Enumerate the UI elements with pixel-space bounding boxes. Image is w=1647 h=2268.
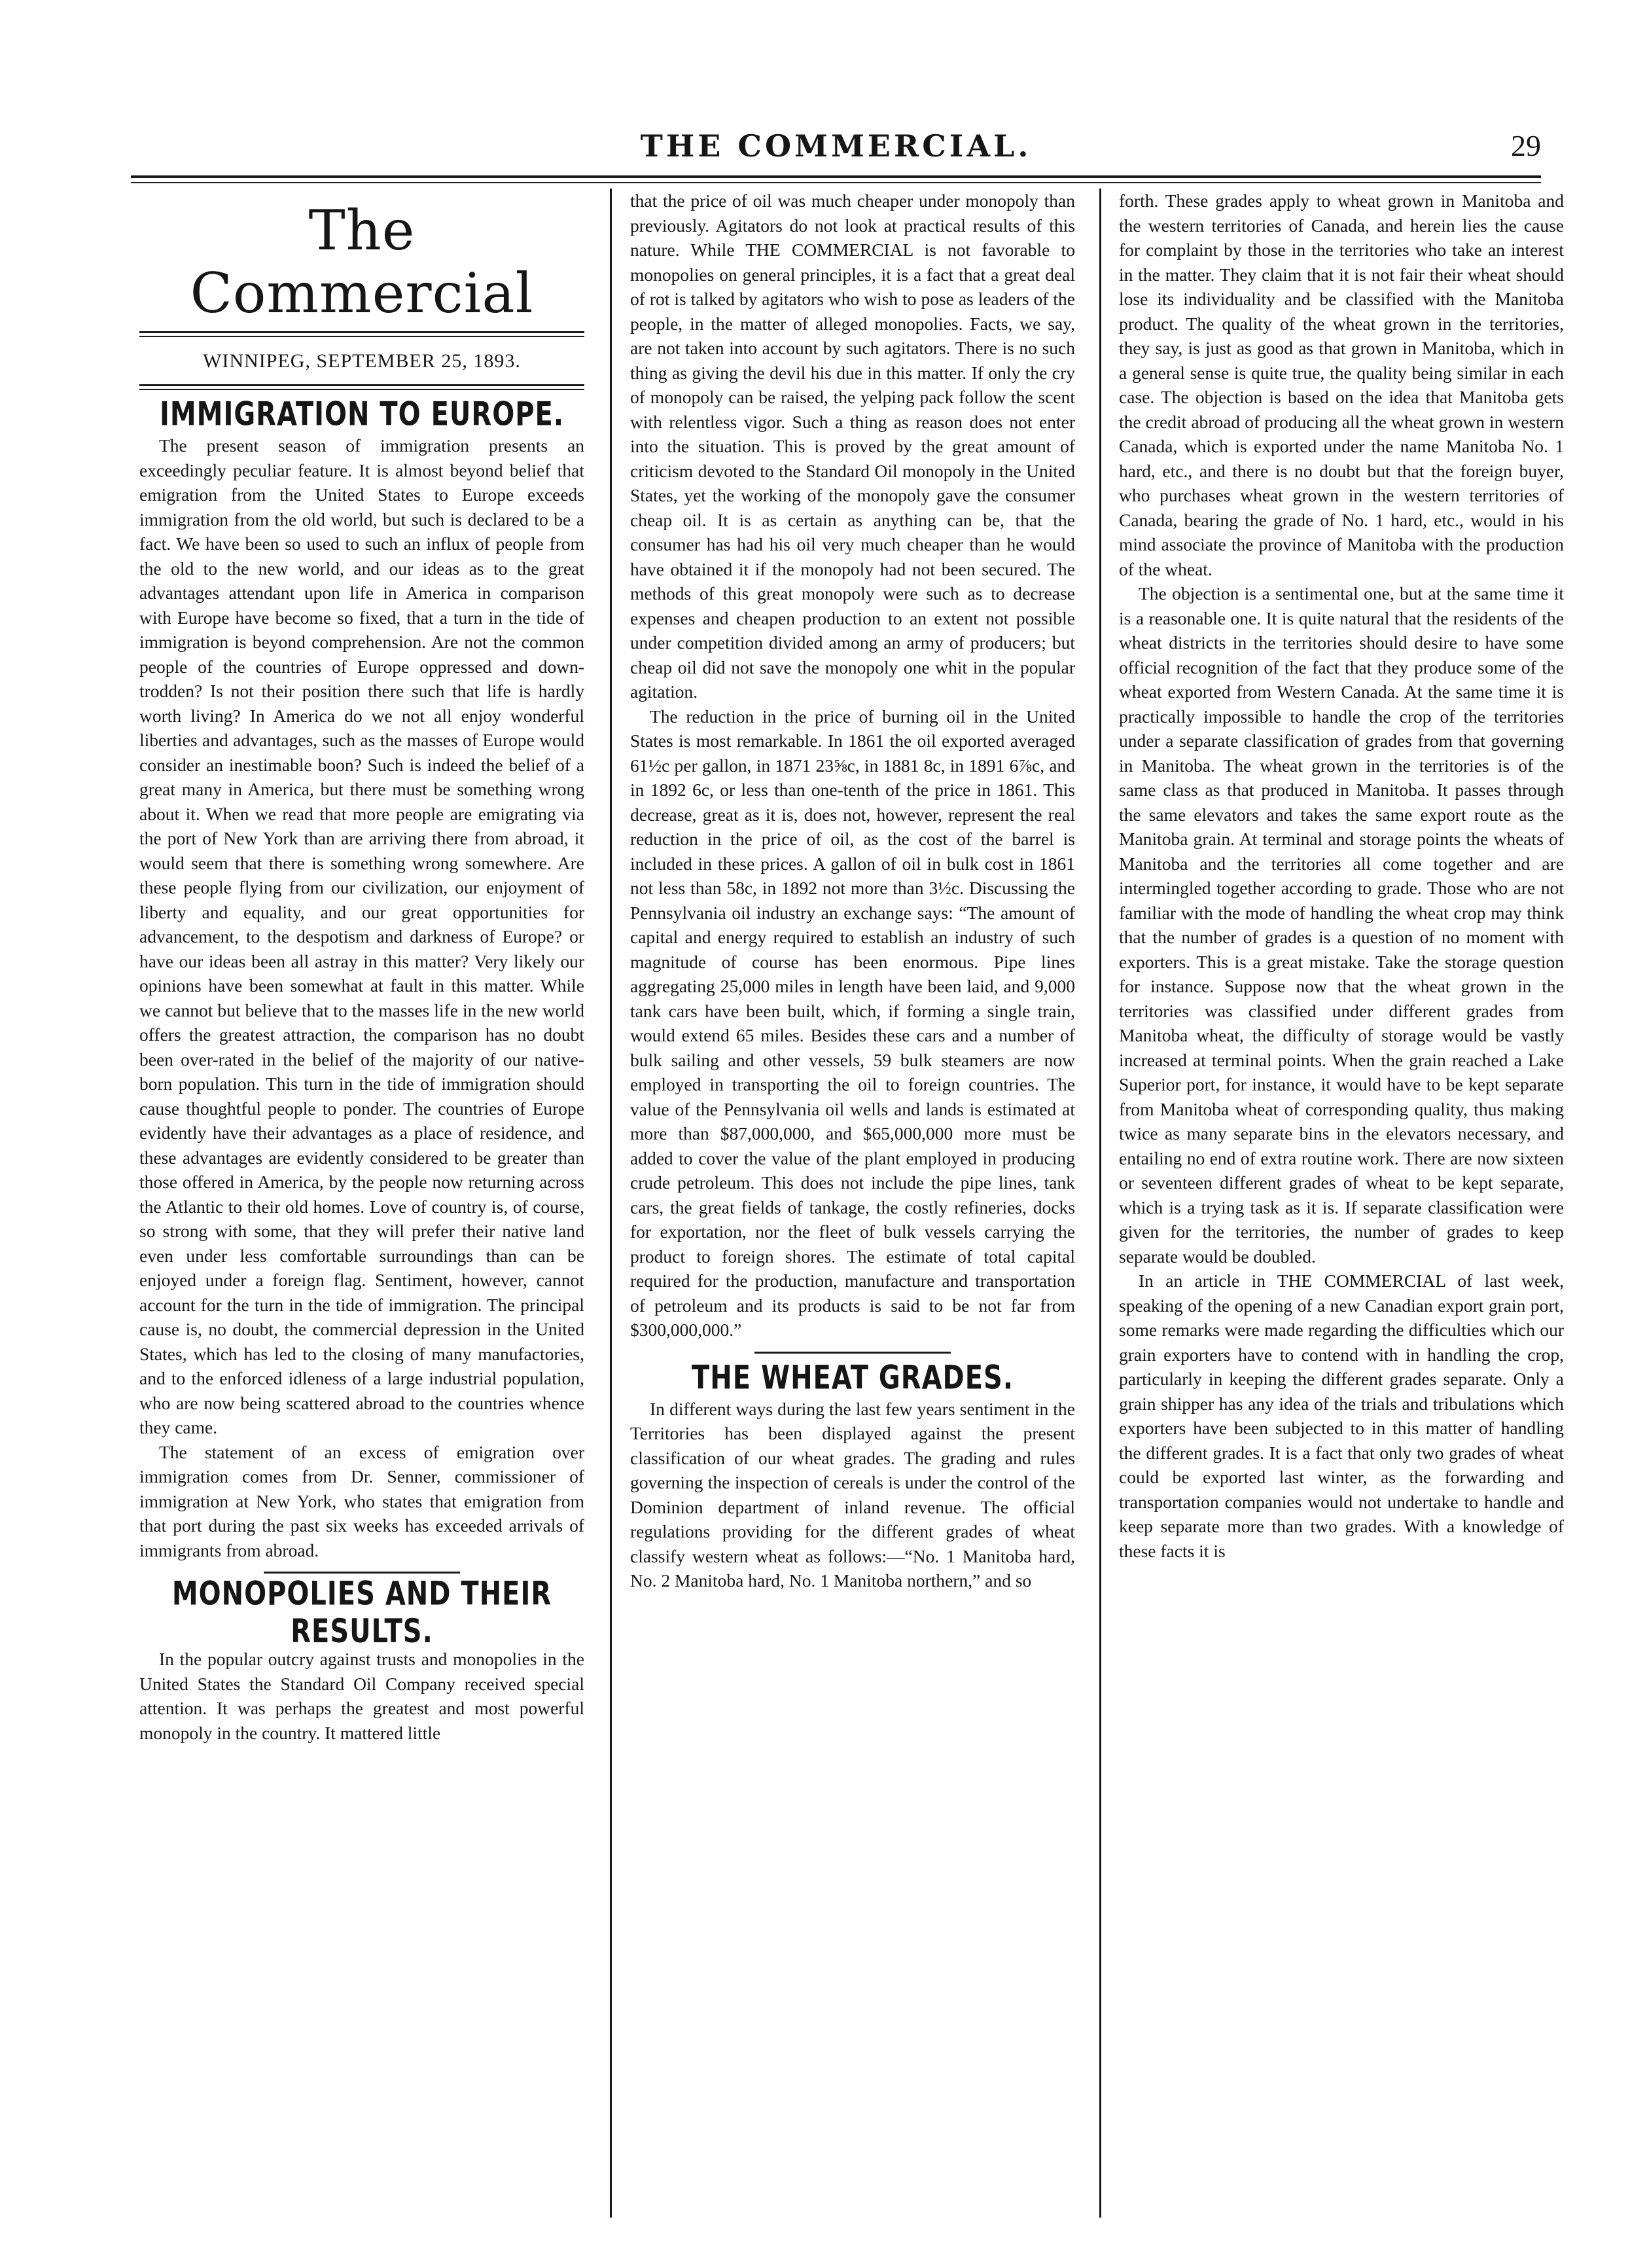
article-wheat-grades-part-2	[1119, 189, 1564, 1563]
article-separator-rule	[754, 1352, 951, 1354]
running-header-title: THE COMMERCIAL.	[640, 128, 1032, 164]
masthead	[139, 199, 584, 390]
article-paragraph-continued: that the price of oil was much cheaper under monopoly than previously. Agitators do not look at practical results of this nature. While THE COMMERCIAL is not favorable to monopolies on general principles, it is a fact that a great deal of rot is talked by agitators who wish to pose as leaders of the people, in the matter of alleged monopolies. Facts, we say, are not taken into account by such agitators. There is no such thing as giving the devil his due in this matter. If only the cry of monopoly can be raised, the yelping pack follow the scent with relentless vigor. Such a thing as reason does not enter into the situation. This is proved by the great amount of criticism devoted to the Standard Oil monopoly in the United States, yet the working of the monopoly gave the consumer cheap oil. It is as certain as anything can be, that the consumer has had his oil very much cheaper than he would have obtained it if the monopoly had not been secured. The methods of this great monopoly were such as to decrease expenses and cheapen production to an extent not possible under competition divided among an army of producers; but cheap oil did not save the monopoly one whit in the popular agitation.	[630, 190, 1075, 702]
article-monopolies-part-2	[630, 189, 1075, 1342]
article-paragraph: The statement of an excess of emigration over immigration comes from Dr. Senner, commissioner of immigration at New York, who states that emigration from that port during the past six weeks has exceeded arrivals of immigrants from abroad.	[139, 1441, 584, 1560]
article-heading: IMMIGRATION TO EUROPE.	[159, 395, 565, 433]
article-monopolies-part-1	[139, 1575, 584, 1745]
article-paragraph-part-1: In the popular outcry against trusts and monopolies in the United States the Standard Oil Company received special attention. It was perhaps the greatest and most powerful monopoly in the country. It mattered little	[139, 1649, 584, 1743]
column-divider-left	[610, 189, 612, 2218]
article-paragraph-part-1: In different ways during the last few years sentiment in the Territories has been displayed against the present classification of our wheat grades. The grading and rules governing the inspection of cereals is under the control of the Dominion department of inland revenue. The official regulations providing for the different grades of wheat classify western wheat as follows:—“No. 1 Manitoba hard, No. 2 Manitoba hard, No. 1 Manitoba northern,” and so	[630, 1398, 1075, 1591]
header-rule-thick	[131, 175, 1541, 178]
article-separator-rule	[264, 1572, 460, 1574]
masthead-rule-top	[139, 331, 584, 333]
article-paragraph: The present season of immigration presents an exceedingly peculiar feature. It is almost beyond belief that emigration from the United States to Europe exceeds immigration from the old world, but such is declared to be a fact. We have been so used to such an influx of people from the old to the new world, and our ideas as to the great advantages attendant upon life in America in comparison with Europe have become so fixed, that a turn in the tide of immigration is beyond comprehension. Are not the common people of the countries of Europe oppressed and down-trodden? Is not their position there such that life is hardly worth living? In America do we not all enjoy wonderful liberties and advantages, such as the masses of Europe would consider an inestimable boon? Such is indeed the belief of a great many in America, but there must be something wrong about it. When we read that more people are emigrating via the port of New York than are arriving there from abroad, it would seem that there is something wrong somewhere. Are these people flying from our civilization, our enjoyment of liberty and equality, and our great opportunities for advancement, to the despotism and darkness of Europe? or have our ideas been all astray in this matter? Very likely our opinions have been somewhat at fault in this matter. While we cannot but believe that to the masses life in the new world offers the greatest attraction, the comparison has no doubt been over-rated in the belief of the majority of our native-born population. This turn in the tide of immigration should cause thoughtful people to ponder. The countries of Europe evidently have their advantages as a place of residence, and these advantages are evidently considered to be greater than those offered in America, by the people now returning across the Atlantic to their old homes. Love of country is, of course, so strong with some, that they will prefer their native land even under less comfortable surroundings than can be enjoyed under a foreign flag. Sentiment, however, cannot account for the turn in the tide of immigration. The principal cause is, no doubt, the commercial depression in the United States, which has led to the closing of many manufactories, and to the enforced idleness of a large industrial population, who are now being scattered abroad to the countries whence they came.	[139, 435, 584, 1437]
masthead-title: The Commercial	[190, 198, 534, 325]
masthead-rule-bottom	[139, 384, 584, 386]
masthead-rule-bottom-thin	[139, 389, 584, 390]
masthead-rule-top-thin	[139, 336, 584, 337]
running-header	[131, 128, 1541, 168]
header-rule-thin	[131, 182, 1541, 183]
column-divider-right	[1099, 189, 1101, 2218]
article-paragraph-continued: forth. These grades apply to wheat grown in Manitoba and the western territories of Canada, and herein lies the cause for complaint by those in the territories who take an interest in the matter. They claim that it is not fair their wheat should lose its individuality and be classified with the Manitoba product. The quality of the wheat grown in the territories, they say, is just as good as that grown in Manitoba, which in a general sense is quite true, the quality being similar in each case. The objection is based on the idea that Manitoba gets the credit abroad of producing all the wheat grown in western Canada, which is exported under the name Manitoba No. 1 hard, etc., and there is no doubt but that the foreign buyer, who purchases wheat grown in the western territories of Canada, bearing the grade of No. 1 hard, etc., would in his mind associate the province of Manitoba with the production of the wheat.	[1119, 190, 1564, 579]
article-immigration	[139, 395, 584, 1562]
article-heading: THE WHEAT GRADES.	[691, 1358, 1014, 1397]
column-one	[139, 189, 584, 2218]
article-paragraph: In an article in THE COMMERCIAL of last week, speaking of the opening of a new Canadian export grain port, some remarks were made regarding the difficulties which our grain exporters have to contend with in handling the crop, particularly in keeping the different grades separate. Only a grain shipper has any idea of the trials and tribulations which exporters have been subjected to in this matter of handling the different grades. It is a fact that only two grades of wheat could be exported last winter, as the forwarding and transportation companies would not undertake to handle and keep separate more than two grades. With a knowledge of these facts it is	[1119, 1270, 1564, 1561]
masthead-dateline: WINNIPEG, SEPTEMBER 25, 1893.	[203, 350, 521, 372]
page-number: 29	[1511, 129, 1541, 162]
column-three	[1119, 189, 1564, 2218]
article-paragraph: The reduction in the price of burning oil in the United States is most remarkable. In 1861 the oil exported averaged 61½c per gallon, in 1871 23⅝c, in 1881 8c, in 1891 6⅞c, and in 1892 6c, or less than one-tenth of the price in 1861. This decrease, great as it is, does not, however, represent the real reduction in the price of oil, as the cost of the barrel is included in these prices. A gallon of oil in bulk cost in 1861 not less than 58c, in 1892 not more than 3½c. Discussing the Pennsylvania oil industry an exchange says: “The amount of capital and energy required to establish an industry of such magnitude of course has been enormous. Pipe lines aggregating 25,000 miles in length have been laid, and 9,000 tank cars have been built, which, if forming a single train, would extend 65 miles. Besides these cars and a number of bulk sailing and other vessels, 59 bulk steamers are now employed in transporting the oil to foreign countries. The value of the Pennsylvania oil wells and lands is estimated at more than $87,000,000, and $65,000,000 more must be added to cover the value of the plant employed in producing crude petroleum. This does not include the pipe lines, tank cars, the great fields of tankage, the costly refineries, docks for exportation, nor the fleet of bulk vessels carrying the product to foreign shores. The estimate of total capital required for the production, manufacture and transportation of petroleum and its products is said to be not far from $300,000,000.”	[630, 706, 1075, 1340]
article-wheat-grades-part-1	[630, 1358, 1075, 1593]
column-two	[630, 189, 1075, 2218]
article-heading: MONOPOLIES AND THEIR RESULTS.	[171, 1575, 552, 1651]
article-paragraph: The objection is a sentimental one, but at the same time it is a reasonable one. It is quite natural that the residents of the wheat districts in the territories should desire to have some official recognition of the fact that they produce some of the wheat exported from Western Canada. At the same time it is practically impossible to handle the crop of the territories under a separate classification of grades from that governing in Manitoba. The wheat grown in the territories is of the same class as that produced in Manitoba. It passes through the same elevators and takes the same export route as the Manitoba grain. At terminal and storage points the wheats of Manitoba and the territories all come together and are intermingled together according to grade. Those who are not familiar with the mode of handling the wheat crop may think that the number of grades is a question of no moment with exporters. This is a great mistake. Take the storage question for instance. Suppose now that the wheat grown in the territories was classified under different grades from Manitoba wheat, the difficulty of storage would be vastly increased at terminal points. When the grain reached a Lake Superior port, for instance, it would have to be kept separate from Manitoba wheat of corresponding quality, thus making twice as many separate bins in the elevators necessary, and entailing no end of extra routine work. There are now sixteen or seventeen different grades of wheat to be kept separate, which is a trying task as it is. If separate classification were given for the territories, the number of grades to keep separate would be doubled.	[1119, 583, 1564, 1267]
